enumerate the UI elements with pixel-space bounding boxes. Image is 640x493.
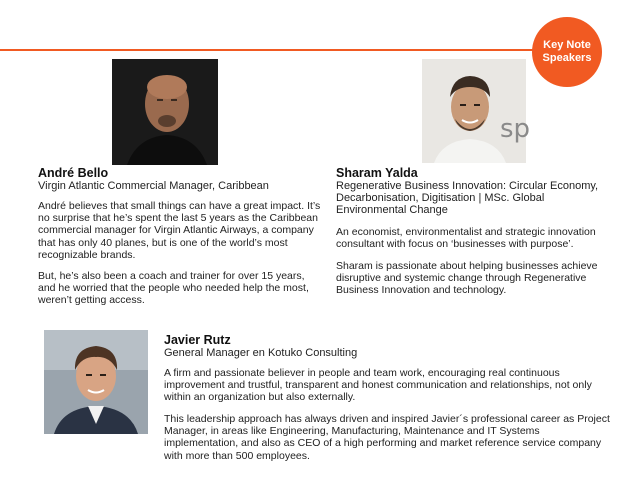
key-note-speakers-badge <box>532 17 602 87</box>
speaker-bio-paragraph: A firm and passionate believer in people and team work, encouraging real continuous improvement and trustful, transparent and honest communication and relationships, not only within an organization but also externally. <box>164 367 592 404</box>
andre-bello-photo <box>112 59 218 165</box>
svg-text:sp: sp <box>500 114 531 144</box>
sharam-yalda-photo <box>422 59 531 163</box>
speaker-bio-paragraph: This leadership approach has always driven and inspired Javier´s professional career as Project Manager, in areas like Engineering, Manufacturing, Maintenance and IT Systems implementation, and also as CEO of a high performing and market reference service company with more than 500 employees. <box>164 413 610 462</box>
speaker-role: Regenerative Business Innovation: Circular Economy, Decarbonisation, Digitisation | MSc. Global Environmental Change <box>336 180 599 216</box>
header-divider-line <box>0 49 560 51</box>
speaker-name: Javier Rutz <box>164 333 231 347</box>
speaker-bio-paragraph: André believes that small things can have a great impact. It’s no surprise that he’s spent the last 5 years as the Caribbean commercial manager for Virgin Atlantic Airways, a company that has only 40 planes, but is one of the world’s most recognizable brands. <box>38 200 321 261</box>
speaker-name: André Bello <box>38 166 109 180</box>
badge-line-2: Speakers <box>542 52 592 64</box>
speaker-bio-paragraph: But, he’s also been a coach and trainer for over 15 years, and he worried that the people who needed help the most, weren’t getting access. <box>38 270 309 307</box>
speaker-bio-paragraph: Sharam is passionate about helping businesses achieve disruptive and systemic change through Regenerative Business Innovation and technology. <box>336 260 598 297</box>
speaker-role: Virgin Atlantic Commercial Manager, Caribbean <box>38 180 269 192</box>
speaker-role: General Manager en Kotuko Consulting <box>164 347 358 359</box>
javier-rutz-photo <box>44 330 148 434</box>
badge-line-1: Key Note <box>543 39 591 51</box>
speaker-name: Sharam Yalda <box>336 166 418 180</box>
speaker-bio-paragraph: An economist, environmentalist and strategic innovation consultant with focus on ‘businesses with purpose’. <box>336 226 596 251</box>
